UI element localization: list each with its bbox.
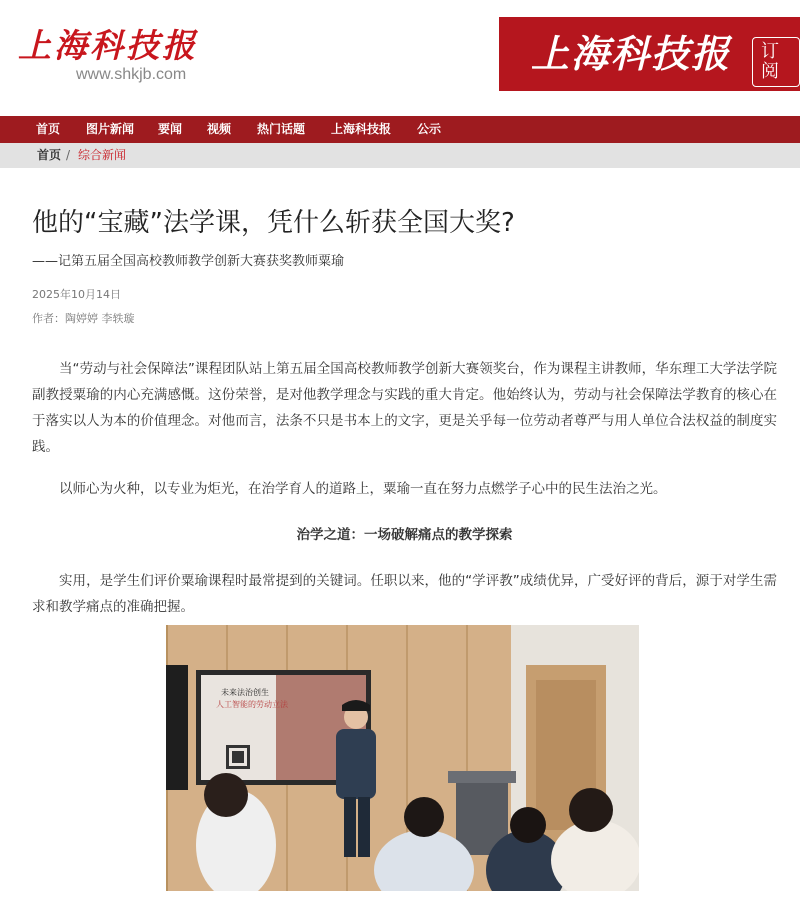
- article-photo: [166, 625, 639, 891]
- paragraph: 以师心为火种，以专业为炬光，在治学育人的道路上，粟瑜一直在努力点燃学子心中的民生法治之光。: [59, 481, 667, 497]
- breadcrumb-separator: /: [66, 148, 71, 162]
- article-author: [32, 310, 135, 326]
- nav-item-home[interactable]: 首页: [36, 122, 61, 136]
- site-header: [0, 0, 800, 116]
- paragraph: 当“劳动与社会保障法”课程团队站上第五届全国高校教师教学创新大赛领奖台，作为课程主讲教师，华东理工大学法学院副教授粟瑜的内心充满感慨。这份荣誉，是对他教学理念与实践的重大肯定。他始终认为，劳动与社会保障法学教育的核心在于落实以人为本的价值理念。对他而言，法条不只是书本上的文字，更是关乎每一位劳动者尊严与用人单位合法权益的制度实践。: [32, 361, 777, 455]
- banner-title: 上海科技报: [531, 31, 732, 76]
- article-date: 2025年10月14日: [32, 288, 121, 301]
- article-subtitle: ——记第五届全国高校教师教学创新大赛获奖教师粟瑜: [32, 254, 345, 269]
- nav-item-photo-news[interactable]: 图片新闻: [86, 122, 135, 136]
- section-heading: 治学之道：一场破解痛点的教学探索: [296, 527, 513, 543]
- paragraph: 实用，是学生们评价粟瑜课程时最常提到的关键词。任职以来，他的“学评教”成绩优异，广受好评的背后，源于对学生需求和教学痛点的准确把握。: [32, 573, 777, 615]
- nav-item-headlines[interactable]: 要闻: [158, 122, 183, 136]
- breadcrumb-home[interactable]: 首页: [37, 148, 62, 162]
- classroom-photo: [166, 625, 639, 891]
- logo-text: 上海科技报: [18, 26, 198, 65]
- main-nav: [0, 116, 800, 143]
- nav-item-shkjb[interactable]: 上海科技报: [331, 122, 392, 136]
- nav-item-hot-topics[interactable]: 热门话题: [257, 122, 306, 136]
- logo-url: www.shkjb.com: [76, 66, 187, 83]
- author-names: 陶婷婷 李轶璇: [65, 312, 135, 325]
- author-label: 作者：: [32, 312, 65, 325]
- site-logo[interactable]: [18, 28, 198, 84]
- breadcrumb: [0, 143, 800, 168]
- subscribe-button[interactable]: 订阅: [752, 37, 800, 87]
- article-title: 他的“宝藏”法学课，凭什么斩获全国大奖?: [32, 208, 515, 238]
- breadcrumb-category[interactable]: 综合新闻: [78, 148, 127, 162]
- screen-text-2: 人工智能的劳动立法: [216, 700, 288, 709]
- nav-item-notices[interactable]: 公示: [417, 122, 442, 136]
- nav-item-video[interactable]: 视频: [207, 122, 232, 136]
- screen-text-1: 未来法治创生: [221, 688, 269, 697]
